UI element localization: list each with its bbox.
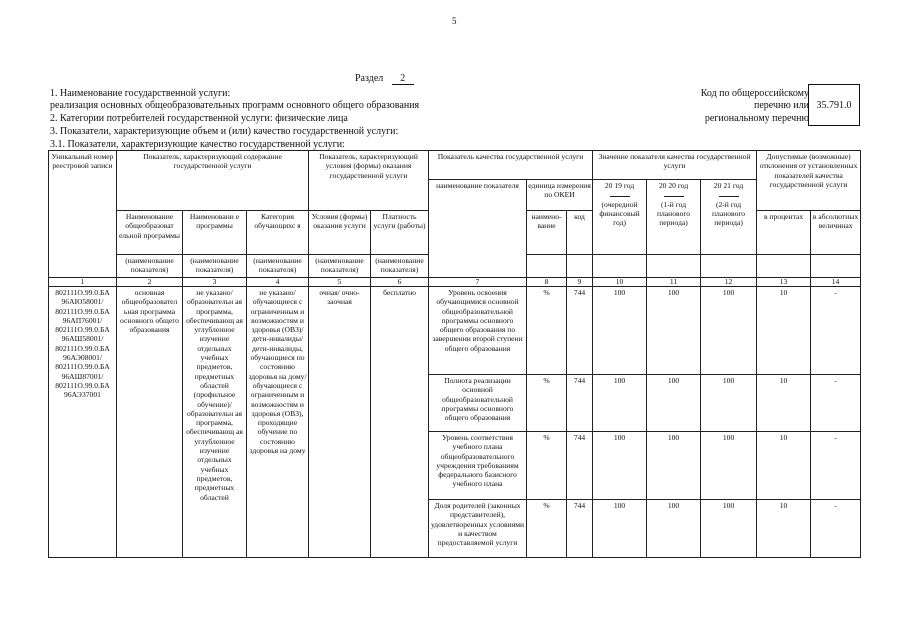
param-cell-5: (наименование показателя) [371, 255, 429, 278]
value-year1: 100 [593, 375, 647, 432]
registry-code-box [808, 84, 860, 126]
column-number: 7 [429, 278, 527, 287]
column-number: 14 [811, 278, 861, 287]
year3-word: год [732, 181, 744, 190]
param-cell-11 [701, 255, 757, 278]
value-year1: 100 [593, 500, 647, 558]
quality-name: Полнота реализации основной общеобразовательной программы основного общего образования [429, 375, 527, 432]
value-year3: 100 [701, 375, 757, 432]
column-number: 1 [49, 278, 117, 287]
param-cell-10 [647, 255, 701, 278]
code-label-line3: региональному перечню [704, 113, 809, 124]
header-category: Категория обучающихс я [247, 211, 309, 255]
header-unit-name: наимено-вание [527, 211, 567, 255]
year2-desc: (1-й год планового периода) [656, 199, 691, 228]
value-year2: 100 [647, 287, 701, 375]
year2-suffix: 20 [668, 181, 676, 190]
unit-code: 744 [567, 500, 593, 558]
program-cell: основная общеобразовател ьная программа основного общего образования [117, 287, 183, 558]
header-content: Показатель, характеризующий содержание государственной услуги [117, 151, 309, 211]
deviation-percent: 10 [757, 500, 811, 558]
column-number: 6 [371, 278, 429, 287]
param-cell-2: (наименование показателя) [183, 255, 247, 278]
param-cell-9 [593, 255, 647, 278]
indicators-heading: 3. Показатели, характеризующие объем и (или) качество государственной услуги: [50, 126, 399, 137]
param-cell-0 [49, 255, 117, 278]
unit-name: % [527, 287, 567, 375]
header-unit-code: код [567, 211, 593, 255]
quality-name: Уровень освоения обучающимися основной общеобразовательной программы основного общего образования по завершении второй ступени общего образования [429, 287, 527, 375]
value-year2: 100 [647, 500, 701, 558]
service-name: реализация основных общеобразовательных программ основного общего образования [50, 100, 420, 111]
deviation-percent: 10 [757, 375, 811, 432]
value-year1: 100 [593, 432, 647, 500]
header-year1 [593, 180, 647, 255]
header-quality-name: наименование показателя [429, 180, 527, 255]
header-program-name: Наименовани е программы [183, 211, 247, 255]
year2-underline [664, 190, 684, 197]
category-cell: не указано/ обучающиеся с ограниченным и возможностям и здоровья (ОВЗ)/ дети-инвалиды/ дети-инвалиды, обучающиеся по состоянию здоровья на дому/ обучающиеся с ограниченным и возможностям и здоровья (ОВЗ), проходящие обучение по состоянию здоровья на дому [247, 287, 309, 558]
section-label: Раздел [355, 73, 384, 84]
header-percent: в процентах [757, 211, 811, 255]
param-cell-4: (наименование показателя) [309, 255, 371, 278]
param-cell-8 [567, 255, 593, 278]
quality-name: Доля родителей (законных представителей), удовлетворенных условиями и качеством предоставляемой услуги [429, 500, 527, 558]
deviation-percent: 10 [757, 432, 811, 500]
unit-name: % [527, 375, 567, 432]
year2-prefix: 20 [658, 181, 667, 190]
unit-code: 744 [567, 375, 593, 432]
param-cell-7 [527, 255, 567, 278]
value-year1: 100 [593, 287, 647, 375]
header-unit: единица измерения по ОКЕИ [527, 180, 593, 211]
unit-code: 744 [567, 287, 593, 375]
year1-desc: (очередной финансовый год) [599, 199, 640, 228]
year3-prefix: 20 [713, 181, 722, 190]
code-label-line1: Код по общероссийскому [700, 88, 809, 99]
column-number: 2 [117, 278, 183, 287]
year1-suffix: 19 [614, 181, 622, 190]
column-number: 13 [757, 278, 811, 287]
column-number: 12 [701, 278, 757, 287]
column-number: 4 [247, 278, 309, 287]
deviation-absolute: - [811, 287, 861, 375]
year1-underline [610, 190, 630, 197]
registry-code-value: 35.791.0 [816, 99, 852, 111]
unit-code: 744 [567, 432, 593, 500]
header-registry: Уникальный номер реестровой записи [49, 151, 117, 255]
quality-indicators-table [48, 150, 861, 558]
deviation-percent: 10 [757, 287, 811, 375]
param-cell-12 [757, 255, 811, 278]
value-year3: 100 [701, 432, 757, 500]
registry-codes-cell: 802111О.99.0.БА 96АЮ58001/ 802111О.99.0.БА 96АП76001/ 802111О.99.0.БА 96АШ58001/ 802111О.99.0.БА 96АЭ08001/ 802111О.99.0.БА 96АШ87001/ 802111О.99.0.БА 96АЭ37001 [49, 287, 117, 558]
column-number: 8 [527, 278, 567, 287]
header-year3 [701, 180, 757, 255]
param-cell-6 [429, 255, 527, 278]
value-year2: 100 [647, 375, 701, 432]
header-quality: Показатель качества государственной услуги [429, 151, 593, 180]
column-number: 9 [567, 278, 593, 287]
service-name-label: 1. Наименование государственной услуги: [50, 88, 231, 99]
value-year3: 100 [701, 287, 757, 375]
section-number: 2 [392, 73, 414, 85]
column-number: 5 [309, 278, 371, 287]
header-absolute: в абсолютных величинах [811, 211, 861, 255]
header-deviation: Допустимые (возможные) отклонения от установленных показателей качества государственной услуги [757, 151, 861, 211]
year3-desc: (2-й год планового периода) [711, 199, 746, 228]
param-cell-1: (наименование показателя) [117, 255, 183, 278]
column-number: 10 [593, 278, 647, 287]
unit-name: % [527, 500, 567, 558]
payment-cell: бесплатно [371, 287, 429, 558]
value-year3: 100 [701, 500, 757, 558]
unit-name: % [527, 432, 567, 500]
value-year2: 100 [647, 432, 701, 500]
header-conditions: Показатель, характеризующий условия (формы) оказания государственной услуги [309, 151, 429, 211]
param-cell-3: (наименование показателя) [247, 255, 309, 278]
page-number: 5 [452, 16, 457, 26]
quality-name: Уровень соответствия учебного плана общеобразовательного учреждения требованиям федерального базисного учебного плана [429, 432, 527, 500]
header-program: Наименование общеобразоват ельной программы [117, 211, 183, 255]
year2-word: год [677, 181, 689, 190]
section-heading [355, 73, 414, 85]
code-label-line2: перечню или [753, 100, 809, 111]
year3-suffix: 21 [723, 181, 731, 190]
column-number: 3 [183, 278, 247, 287]
consumer-categories: 2. Категории потребителей государственной услуги: физические лица [50, 113, 348, 124]
year3-underline [719, 190, 739, 197]
quality-indicators-heading: 3.1. Показатели, характеризующие качество государственной услуги: [50, 139, 345, 150]
deviation-absolute: - [811, 432, 861, 500]
header-year2 [647, 180, 701, 255]
program-name-cell: не указано/ образовательн ая программа, обеспечивающ ая углубленное изучение отдельных учебных предметов, предметных областей (профильное обучение)/ образовательн ая программа, обеспечивающ ая углубленное изучение отдельных учебных предметов, предметных областей [183, 287, 247, 558]
deviation-absolute: - [811, 500, 861, 558]
header-values: Значение показателя качества государственной услуги [593, 151, 757, 180]
header-form: Условия (формы) оказания услуги [309, 211, 371, 255]
year1-word: год [623, 181, 635, 190]
header-payment: Платность услуги (работы) [371, 211, 429, 255]
param-cell-13 [811, 255, 861, 278]
year1-prefix: 20 [604, 181, 613, 190]
deviation-absolute: - [811, 375, 861, 432]
form-cell: очная/ очно-заочная [309, 287, 371, 558]
table-row [49, 287, 861, 375]
column-number: 11 [647, 278, 701, 287]
